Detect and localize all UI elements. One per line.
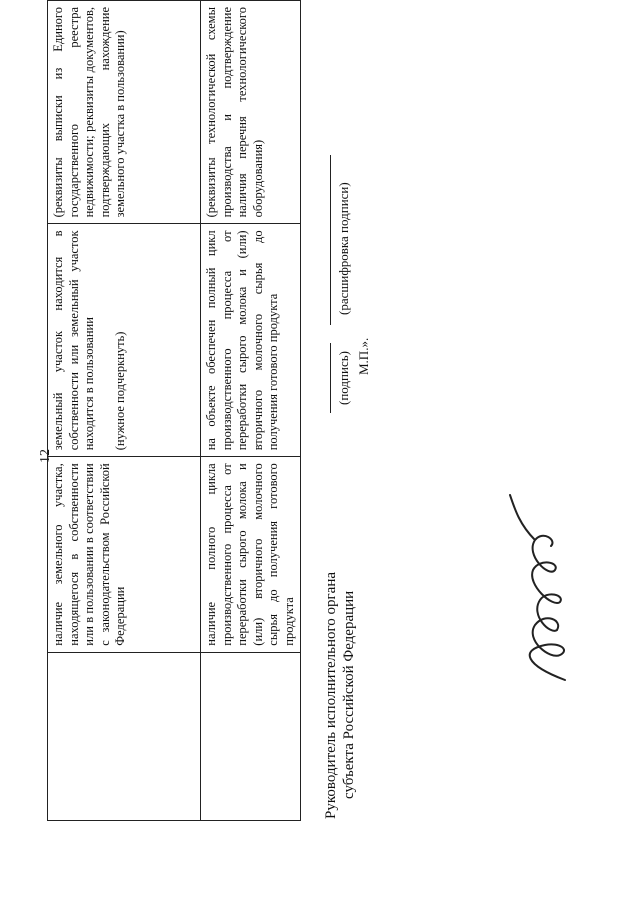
table-cell-empty <box>48 652 201 820</box>
handwritten-signature <box>505 490 590 690</box>
condition-land-plot <box>48 224 201 457</box>
signature-line <box>330 343 331 413</box>
table-row <box>201 1 301 821</box>
condition-land-plot-text <box>51 230 128 450</box>
table-cell-empty <box>201 652 301 820</box>
signatory-title-line2: субъекта Российской Федерации <box>341 590 357 799</box>
decode-caption: (расшифровка подписи) <box>336 182 351 315</box>
condition-land-plot-paragraph: (нужное подчеркнуть) <box>112 331 127 451</box>
criterion-production-cycle: наличие полного цикла производственного процесса от переработки сырого молока и (или) вторичного молочного сырья до получения готового продукта <box>201 457 301 652</box>
page-number: 12 <box>38 449 53 463</box>
signature-caption: (подпись) <box>336 351 351 405</box>
document-production-cycle: (реквизиты технологической схемы производства и подтверждение наличия перечня технологического оборудования) <box>201 1 301 224</box>
condition-production-cycle: на объекте обеспечен полный цикл производственного процесса от переработки сырого молока и (или) вторичного молочного сырья до получения готового продукта <box>201 224 301 457</box>
criterion-land-plot: наличие земельного участка, находящегося в собственности или в пользовании в соответствии с законодательством Российской Федерации <box>48 457 201 652</box>
decode-line <box>330 155 331 325</box>
table-row <box>48 1 201 821</box>
condition-land-plot-paragraph: земельный участок находится в собственности или земельный участок находится в пользовании <box>51 230 96 451</box>
stamp-place: М.П.». <box>356 337 371 375</box>
criteria-table <box>47 0 301 821</box>
document-land-plot: (реквизиты выписки из Единого государственного реестра недвижимости; реквизиты документов, подтверждающих нахождение земельного участка в пользовании) <box>48 1 201 224</box>
signatory-title-line1: Руководитель исполнительного органа <box>323 571 339 819</box>
